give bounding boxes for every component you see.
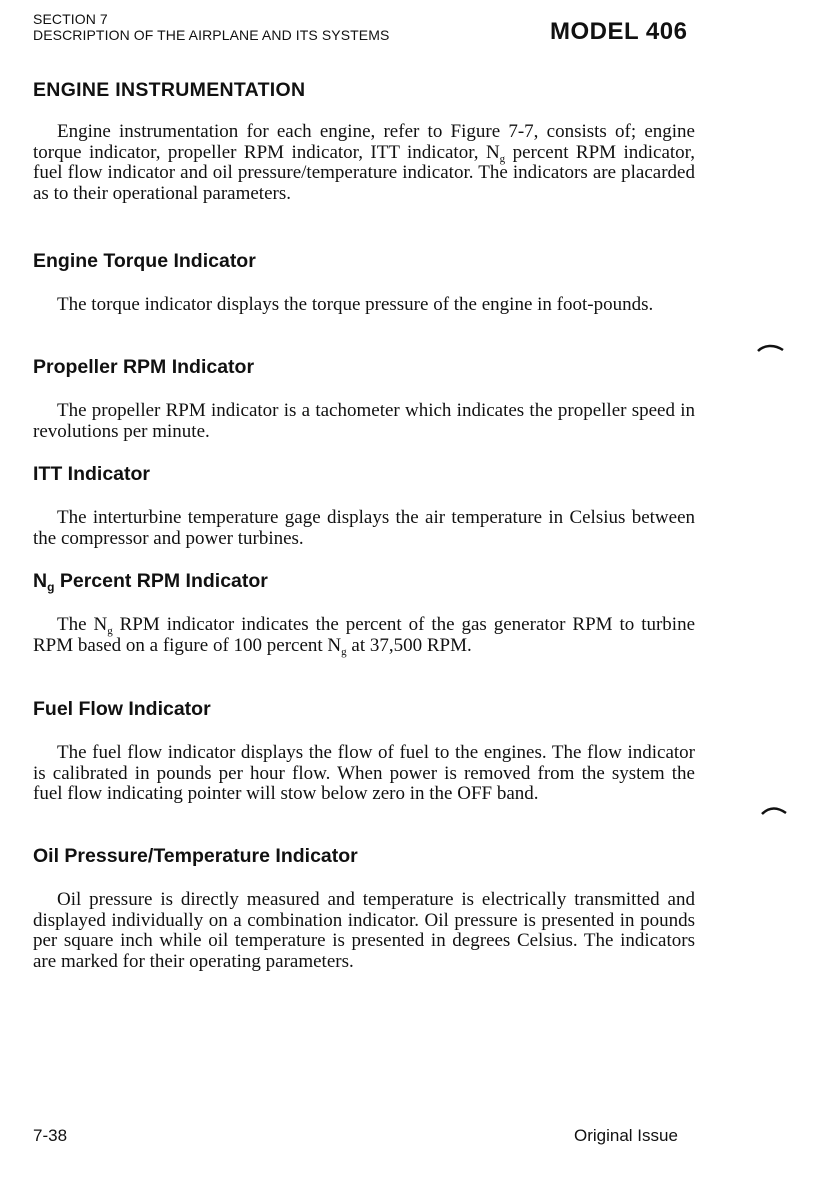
section-propeller (33, 355, 695, 442)
intro-text-2: percent RPM indicator, fuel flow indicator and oil pressure/temperature indicator. The indicators are placarded as to their operational parameters. (33, 141, 695, 204)
section-subtitle: DESCRIPTION OF THE AIRPLANE AND ITS SYSTEMS (33, 27, 390, 43)
section-title: Engine Torque Indicator (33, 250, 256, 272)
section-text: The interturbine temperature gage displays the air temperature in Celsius between the compressor and power turbines. (33, 507, 695, 549)
section-fuel (33, 697, 695, 805)
section-title: Fuel Flow Indicator (33, 698, 211, 720)
intro-paragraph (33, 122, 695, 204)
section-text: The torque indicator displays the torque pressure of the engine in foot-pounds. (57, 294, 654, 315)
section-title (33, 569, 695, 593)
title-subscript: g (47, 580, 55, 594)
section-title: ITT Indicator (33, 463, 150, 485)
intro-text-1: Engine instrumentation for each engine, refer to Figure 7-7, consists of; engine torque indicator, propeller RPM indicator, ITT indicator, N (33, 121, 695, 163)
section-itt (33, 462, 695, 549)
page-number: 7-38 (33, 1126, 68, 1145)
section-text: The fuel flow indicator displays the flow of fuel to the engines. The flow indicator is calibrated in pounds per hour flow. When power is removed from the system the fuel flow indicating pointer will stow below zero in the OFF band. (33, 742, 695, 804)
text-part: at 37,500 RPM. (346, 634, 472, 656)
section-label: SECTION 7 (33, 11, 108, 27)
section-torque (33, 249, 695, 316)
page-title: ENGINE INSTRUMENTATION (33, 79, 306, 101)
section-title: Propeller RPM Indicator (33, 356, 255, 378)
section-title: Oil Pressure/Temperature Indicator (33, 845, 358, 867)
title-text: Percent RPM Indicator (54, 570, 268, 592)
title-text: N (33, 570, 48, 592)
text-part: The N (57, 614, 108, 635)
section-ng (33, 569, 695, 656)
text-subscript: g (341, 645, 347, 658)
section-oil (33, 844, 695, 972)
revision-mark-icon (756, 342, 786, 354)
text-subscript: g (107, 625, 113, 637)
running-header (33, 11, 389, 43)
model-label: MODEL 406 (550, 18, 688, 45)
issue-label: Original Issue (574, 1126, 678, 1145)
revision-mark-icon (760, 804, 790, 816)
text-part: RPM indicator indicates the percent of the gas generator RPM to turbine RPM based on a figure of 100 percent N (33, 614, 696, 656)
intro-subscript: g (499, 152, 506, 165)
section-text: The propeller RPM indicator is a tachometer which indicates the propeller speed in revolutions per minute. (33, 400, 695, 442)
section-text: Oil pressure is directly measured and temperature is electrically transmitted and displayed individually on a combination indicator. Oil pressure is presented in pounds per square inch while oil temperature is presented in degrees Celsius. The indicators are marked for their operating parameters. (33, 889, 695, 972)
intro-block (33, 122, 695, 204)
section-text (33, 615, 695, 656)
